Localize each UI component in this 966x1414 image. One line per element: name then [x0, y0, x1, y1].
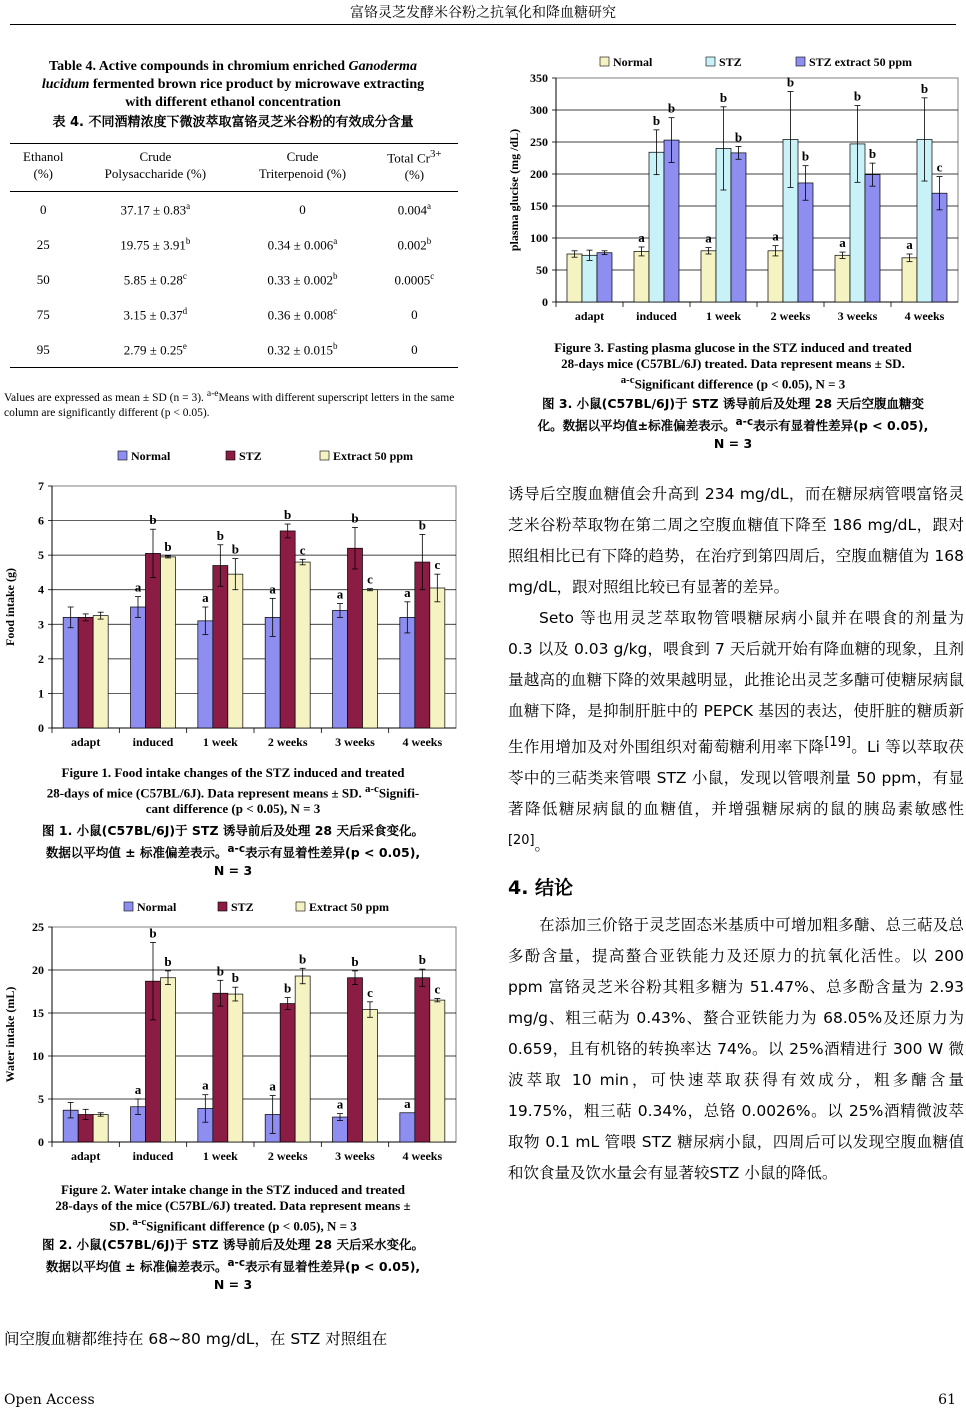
- left-body-text: 间空腹血糖都维持在 68~80 mg/dL，在 STZ 对照组在: [4, 1330, 388, 1348]
- x-tick-label: 3 weeks: [335, 735, 375, 749]
- legend-swatch: [320, 451, 329, 460]
- significance-letter: a: [202, 590, 209, 605]
- bar: [430, 588, 445, 728]
- bar: [798, 183, 813, 302]
- table-cell: 0: [411, 306, 418, 322]
- running-header: 富铬灵芝发酵米谷粉之抗氧化和降血糖研究: [350, 5, 616, 21]
- bar: [198, 621, 213, 728]
- significance-letter: a: [772, 228, 779, 244]
- significance-letter: b: [801, 148, 810, 164]
- significance-letter: b: [667, 100, 676, 116]
- x-tick-label: adapt: [574, 309, 605, 323]
- legend-item: [600, 55, 653, 69]
- bar: [228, 994, 243, 1142]
- table-cell: 0.36 ± 0.008$^c$: [267, 306, 338, 323]
- significance-letter: b: [719, 89, 728, 105]
- bar: [161, 978, 176, 1142]
- significance-letter: c: [936, 159, 943, 175]
- right-body-text: [508, 479, 964, 1189]
- significance-letter: a: [134, 579, 142, 595]
- legend-label: STZ extract 50 ppm: [809, 55, 912, 69]
- y-tick-label: 3: [38, 617, 44, 632]
- bar: [902, 258, 917, 302]
- table-cell: 0.0005$^c$: [394, 271, 435, 288]
- x-tick-label: induced: [636, 309, 677, 323]
- figure2-caption-zh: 图 2. 小鼠(C57BL/6J)于 STZ 诱导前后及处理 28 天后采水变化。 数据以平均值 ± 标准偏差表示。$^{a-c}$表示有显着性差异(p < 0.05), N = 3: [42, 1237, 424, 1293]
- figure1-caption-zh: 图 1. 小鼠(C57BL/6J)于 STZ 诱导前后及处理 28 天后采食变化。 数据以平均值 ± 标准偏差表示。$^{a-c}$表示有显着性差异(p < 0.05), N = 3: [42, 823, 424, 879]
- significance-letter: a: [638, 229, 645, 245]
- table-cell: 0.33 ± 0.002$^b$: [267, 271, 338, 288]
- significance-letter: a: [336, 586, 344, 602]
- y-axis-label: plasma glucise (mg /dL): [507, 128, 521, 252]
- legend-label: Normal: [613, 55, 653, 69]
- significance-letter: b: [418, 517, 426, 533]
- y-axis-label: Food intake (g): [3, 568, 17, 646]
- y-tick-label: 0: [38, 721, 44, 735]
- bar: [280, 1004, 295, 1142]
- legend-item: [320, 449, 413, 463]
- y-tick-label: 7: [38, 479, 44, 493]
- table-cell: 0: [39, 201, 47, 217]
- significance-letter: a: [134, 1082, 142, 1097]
- x-tick-label: adapt: [70, 735, 101, 749]
- y-tick-label: 200: [530, 167, 548, 181]
- x-tick-label: 4 weeks: [402, 735, 443, 749]
- y-tick-label: 0: [38, 1135, 44, 1149]
- significance-letter: a: [404, 1095, 411, 1111]
- x-tick-label: 1 week: [202, 1149, 238, 1163]
- bar: [400, 1113, 415, 1142]
- legend-swatch: [124, 902, 133, 911]
- table-row: [10, 192, 458, 228]
- bar: [63, 617, 78, 728]
- legend-label: Extract 50 ppm: [309, 900, 389, 914]
- x-tick-label: adapt: [70, 1149, 101, 1163]
- significance-letter: b: [284, 507, 292, 523]
- legend-item: [296, 900, 389, 914]
- significance-letter: b: [149, 925, 157, 941]
- bar: [768, 251, 783, 302]
- significance-letter: a: [269, 581, 276, 597]
- bar: [93, 616, 108, 728]
- legend-label: Normal: [137, 900, 177, 914]
- bar: [213, 993, 228, 1142]
- bar: [634, 251, 649, 302]
- significance-letter: b: [868, 146, 877, 162]
- figure1-caption-en: Figure 1. Food intake changes of the STZ induced and treated 28-days of mice (C57BL/6J). Data represent means ± SD. $^{a-c}$Signifi- cant difference (p < 0.05), N = 3: [46, 765, 420, 817]
- significance-letter: c: [367, 984, 373, 1000]
- significance-letter: b: [351, 510, 359, 526]
- table-cell: 37.17 ± 0.83$^a$: [120, 201, 191, 218]
- y-tick-label: 350: [530, 71, 548, 85]
- significance-letter: a: [336, 1096, 344, 1112]
- significance-letter: b: [418, 952, 426, 968]
- paragraph-2: Seto 等也用灵芝萃取物管喂糖尿病小鼠并在喂食的剂量为 0.3 以及 0.03 g/kg，喂食到 7 天后就开始有降血糖的现象，且剂量越高的血糖下降的效果越明显，此推论出灵芝多醣可使糖尿病鼠血糖下降，是抑制肝脏中的 PEPCK 基因的表达，使肝脏的糖质新生作用增加及对外围组织对葡萄糖利用率下降[19]。Li 等以萃取茯苓中的三萜类来管喂 STZ 小鼠，发现以管喂剂量 50 ppm，有显著降低糖尿病鼠的血糖值，并增强糖尿病的鼠的胰岛素敏感性[20]。: [508, 609, 964, 855]
- legend-swatch: [296, 902, 305, 911]
- y-tick-label: 25: [32, 920, 44, 934]
- y-tick-label: 2: [38, 651, 44, 666]
- table-cell: 0.34 ± 0.006$^a$: [267, 236, 338, 253]
- y-tick-label: 300: [530, 103, 548, 117]
- table-row: [10, 262, 458, 297]
- significance-letter: b: [164, 953, 172, 969]
- legend-item: [218, 900, 254, 914]
- legend-swatch: [218, 902, 227, 911]
- x-tick-label: 2 weeks: [267, 735, 308, 749]
- significance-letter: b: [920, 80, 929, 96]
- significance-letter: b: [853, 88, 862, 104]
- figure2-chart: [0, 897, 466, 1169]
- bar: [146, 553, 161, 728]
- legend-label: Normal: [131, 449, 171, 463]
- significance-letter: b: [164, 538, 172, 554]
- y-tick-label: 150: [530, 199, 548, 213]
- table-caption-zh: 表 4. 不同酒精浓度下微波萃取富铬灵芝米谷粉的有效成分含量: [52, 115, 414, 130]
- table-caption-en: Table 4. Active compounds in chromium enriched Ganoderma lucidum fermented brown rice product by microwave extracting with different ethanol concentration: [41, 59, 425, 110]
- table-cell: 95: [10, 332, 76, 368]
- significance-letter: b: [786, 74, 795, 90]
- y-axis-label: Water intake (mL): [3, 986, 17, 1083]
- bar: [295, 562, 310, 728]
- significance-letter: a: [906, 237, 913, 252]
- significance-letter: a: [269, 1078, 276, 1094]
- legend-item: [118, 449, 171, 463]
- bar: [78, 617, 93, 728]
- legend-swatch: [118, 451, 127, 460]
- bar: [93, 1114, 108, 1142]
- x-tick-label: 4 weeks: [402, 1149, 443, 1163]
- table-cell: 19.75 ± 3.91$^b$: [120, 236, 191, 253]
- bar: [400, 617, 415, 728]
- bar: [280, 531, 295, 728]
- legend-label: Extract 50 ppm: [333, 449, 413, 463]
- bar: [295, 976, 310, 1142]
- plot-frame: [52, 486, 456, 728]
- significance-letter: c: [299, 542, 306, 558]
- table-cell: 75: [36, 306, 50, 322]
- plot-frame: [52, 927, 456, 1142]
- figure3-caption-zh: 图 3. 小鼠(C57BL/6J)于 STZ 诱导前后及处理 28 天后空腹血糖变 化。数据以平均值±标准偏差表示。$^{a-c}$表示有显着性差异(p < 0.05), N = 3: [537, 396, 929, 452]
- figure1-chart: [0, 446, 466, 751]
- bar: [835, 255, 850, 302]
- footer-journal: Open Access: [4, 1392, 95, 1408]
- legend-item: [706, 55, 742, 69]
- figure2-caption-en: Figure 2. Water intake change in the STZ induced and treated 28-days of the mice (C57BL/6J) treated. Data represent means ± SD. $^{a-c}$Significant difference (p < 0.05), N = 3: [55, 1182, 411, 1234]
- table-cell: 0: [299, 201, 306, 217]
- bar: [131, 607, 146, 728]
- y-tick-label: 15: [32, 1006, 44, 1020]
- x-tick-label: 1 week: [202, 735, 238, 749]
- significance-letter: b: [351, 953, 359, 969]
- legend-item: [226, 449, 262, 463]
- bar: [567, 254, 582, 302]
- table-cell: 2.79 ± 0.25$^e$: [76, 332, 234, 368]
- bar: [731, 153, 746, 302]
- significance-letter: b: [216, 963, 224, 979]
- x-tick-label: 2 weeks: [770, 309, 811, 323]
- table-row: [10, 332, 458, 368]
- significance-letter: b: [652, 112, 661, 128]
- figure3-caption-en: Figure 3. Fasting plasma glucose in the STZ induced and treated 28-days mice (C57BL/6J) treated. Data represent means ± SD. $^{a-c}$Significant difference (p < 0.05), N = 3: [554, 340, 912, 392]
- bar: [701, 251, 716, 302]
- table-cell: 0.002$^b$: [397, 236, 432, 253]
- paragraph-1: 诱导后空腹血糖值会升高到 234 mg/dL，而在糖尿病管喂富铬灵芝米谷粉萃取物在第二周之空腹血糖值下降至 186 mg/dL，跟对照组相比已有下降的趋势，在治疗到第四周后，空腹血糖值为 168 mg/dL，跟对照组比较已有显著的差异。: [508, 485, 964, 596]
- significance-letter: a: [404, 584, 411, 600]
- significance-letter: c: [367, 571, 373, 587]
- bar: [664, 140, 679, 302]
- bar: [348, 978, 363, 1142]
- significance-letter: c: [434, 981, 441, 997]
- section-heading: 4. 结论: [508, 877, 574, 900]
- y-tick-label: 10: [32, 1049, 44, 1063]
- table-header-cell: Ethanol (%): [10, 144, 76, 192]
- bar: [582, 255, 597, 302]
- y-tick-label: 1: [38, 686, 44, 701]
- y-tick-label: 250: [530, 135, 548, 149]
- table-note: Values are expressed as mean ± SD (n = 3). $^{a-e}$Means with different superscript letters in the same column are significantly different (p < 0.05).: [4, 388, 455, 419]
- table-cell: 5.85 ± 0.28$^c$: [123, 271, 187, 288]
- legend-label: STZ: [719, 55, 742, 69]
- y-tick-label: 6: [38, 513, 44, 528]
- significance-letter: b: [734, 129, 743, 145]
- significance-letter: b: [284, 980, 292, 996]
- table-header-cell: Total $Cr^{3+}$ (%): [371, 144, 458, 192]
- header-rule: [10, 24, 956, 25]
- bar: [363, 590, 378, 728]
- x-tick-label: induced: [132, 1149, 174, 1163]
- y-tick-label: 20: [32, 963, 44, 977]
- table-cell: 0.32 ± 0.015$^b$: [234, 332, 371, 368]
- significance-letter: b: [299, 951, 307, 967]
- legend-item: [124, 900, 177, 914]
- significance-letter: b: [216, 527, 224, 543]
- bar: [597, 253, 612, 302]
- legend-swatch: [706, 57, 715, 66]
- significance-letter: b: [231, 970, 239, 986]
- y-tick-label: 5: [38, 548, 44, 563]
- legend-label: STZ: [239, 449, 262, 463]
- figure3-chart: [500, 52, 966, 330]
- data-table: [10, 143, 458, 368]
- legend-item: [796, 55, 912, 69]
- plot-frame: [556, 78, 958, 302]
- bar: [348, 548, 363, 728]
- y-tick-label: 5: [38, 1092, 44, 1106]
- bar: [228, 574, 243, 728]
- table-cell: 3.15 ± 0.37$^d$: [123, 306, 188, 323]
- table-cell: 25: [36, 236, 50, 252]
- page-number: 61: [938, 1392, 956, 1408]
- bar: [213, 566, 228, 728]
- significance-letter: a: [839, 235, 846, 251]
- y-tick-label: 50: [536, 263, 548, 277]
- bar: [333, 610, 348, 728]
- x-tick-label: induced: [132, 735, 174, 749]
- paragraph-3: 在添加三价铬于灵芝固态米基质中可增加粗多醣、总三萜及总多酚含量，提高螯合亚铁能力及还原力的抗氧化活性。以 200 ppm 富铬灵芝米谷粉其粗多糖为 51.47%、总多酚含量为 2.93 mg/g、粗三萜为 0.43%、螯合亚铁能力为 68.05%及还原力为 0.659，且有机铬的转换率达 74%。以 25%酒精进行 300 W 微波萃取 10 min，可快速萃取获得有效成分，粗多醣含量 19.75%，粗三萜 0.34%，总铬 0.0026%。以 25%酒精微波萃取物 0.1 mL 管喂 STZ 糖尿病小鼠，四周后可以发现空腹血糖值和饮食量及饮水量会有显著较STZ 小鼠的降低。: [508, 916, 964, 1183]
- legend-swatch: [600, 57, 609, 66]
- y-tick-label: 4: [38, 582, 44, 597]
- table-row: [10, 227, 458, 262]
- table-row: [10, 297, 458, 332]
- table-cell: 50: [36, 271, 50, 287]
- bar: [415, 978, 430, 1142]
- table-header-cell: Crude Polysaccharide (%): [76, 144, 234, 192]
- significance-letter: b: [149, 512, 157, 528]
- bar: [430, 1000, 445, 1142]
- significance-letter: b: [231, 541, 239, 557]
- x-tick-label: 3 weeks: [837, 309, 878, 323]
- x-tick-label: 4 weeks: [904, 309, 945, 323]
- x-tick-label: 1 week: [706, 309, 741, 323]
- y-tick-label: 100: [530, 231, 548, 245]
- x-tick-label: 2 weeks: [267, 1149, 308, 1163]
- table-cell: 0.004$^a$: [397, 201, 431, 218]
- y-tick-label: 0: [542, 295, 548, 309]
- legend-label: STZ: [231, 900, 254, 914]
- table-cell: 0: [371, 332, 458, 368]
- x-tick-label: 3 weeks: [335, 1149, 375, 1163]
- bar: [865, 175, 880, 302]
- significance-letter: a: [202, 1077, 209, 1093]
- table-header-cell: Crude Triterpenoid (%): [234, 144, 371, 192]
- significance-letter: a: [705, 230, 712, 246]
- legend-swatch: [226, 451, 235, 460]
- bar: [363, 1010, 378, 1142]
- bar: [161, 557, 176, 728]
- legend-swatch: [796, 57, 805, 66]
- significance-letter: c: [434, 557, 441, 573]
